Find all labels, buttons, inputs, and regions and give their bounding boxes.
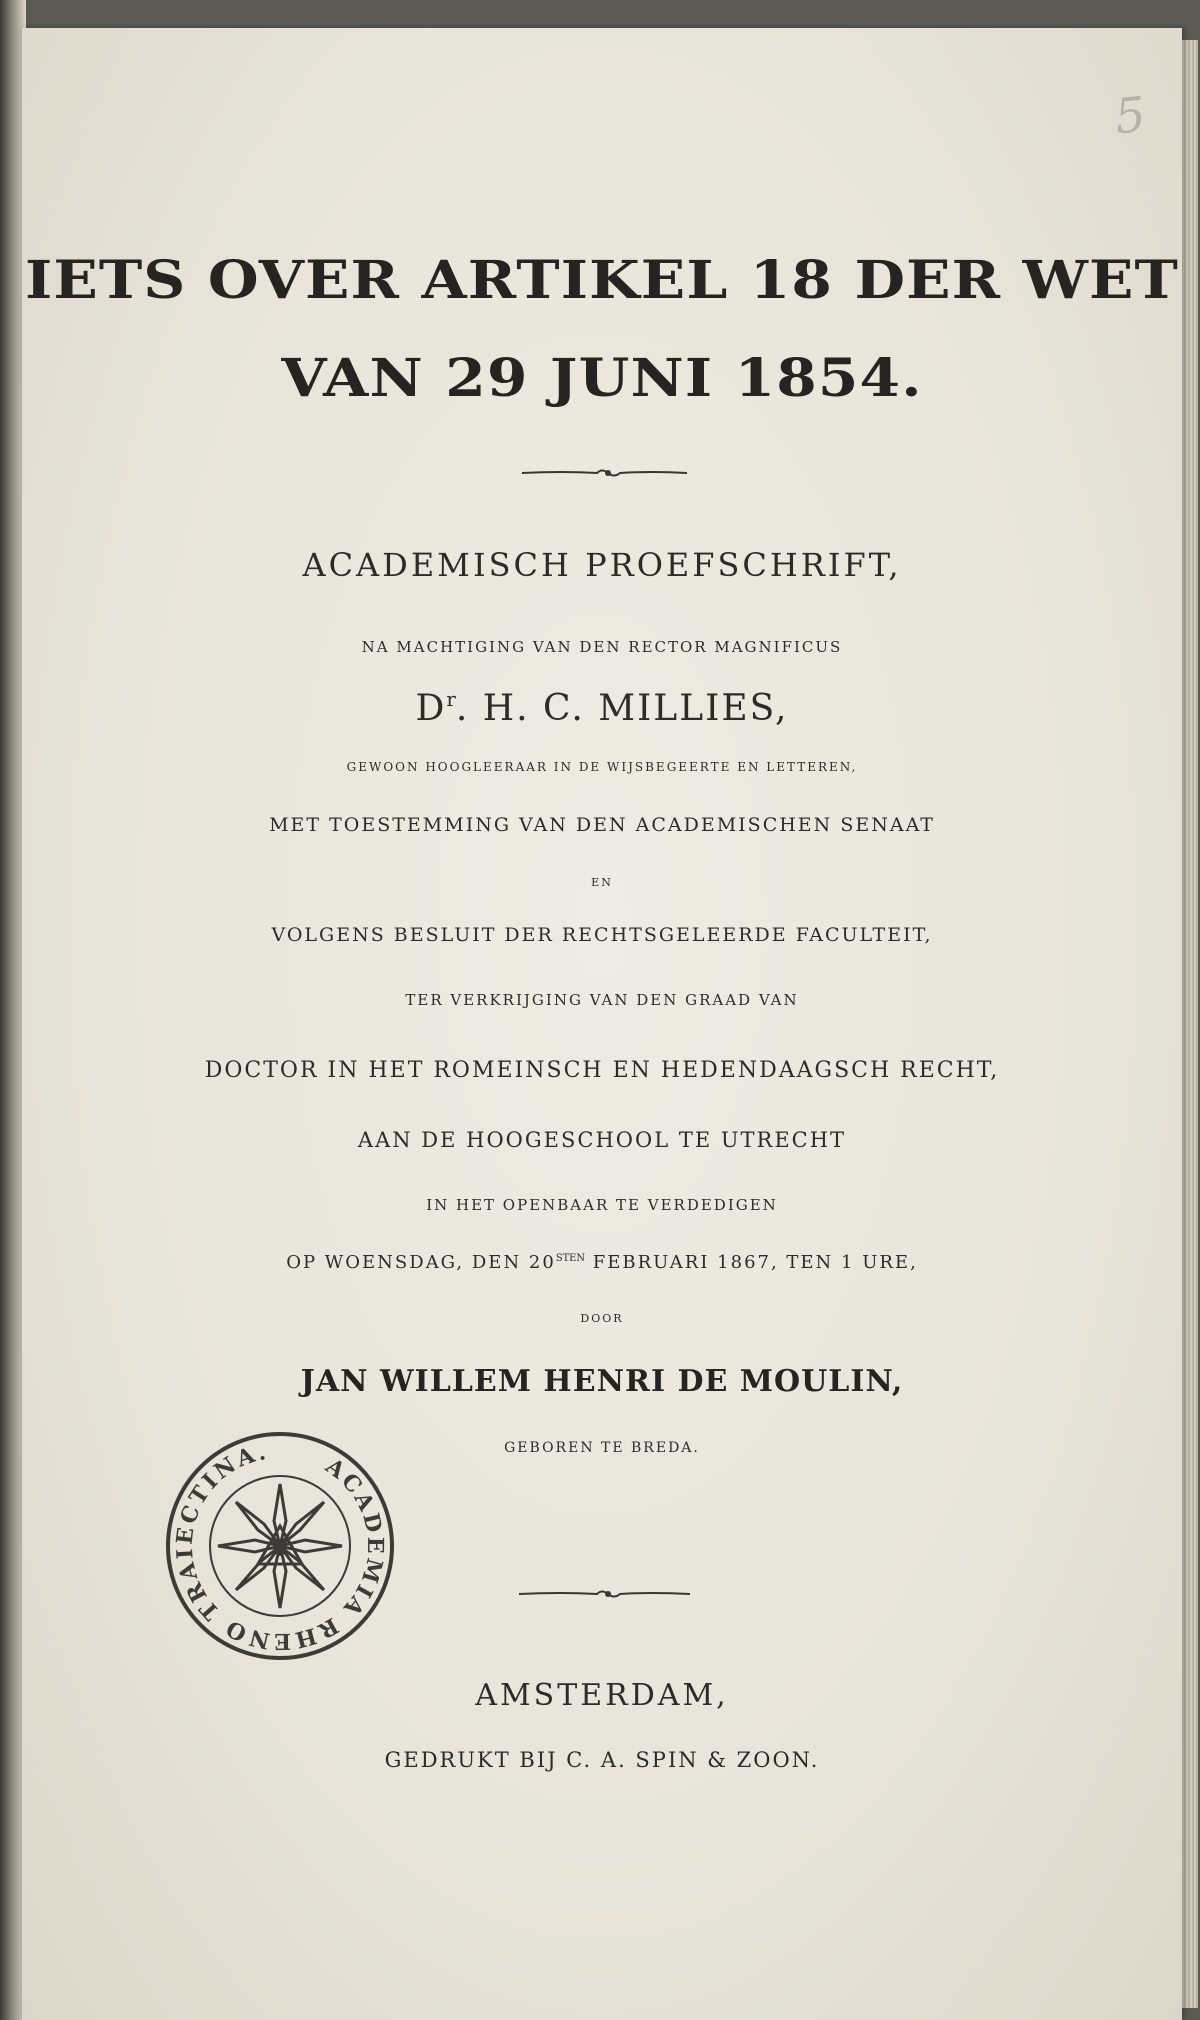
ornament-divider-top [22, 465, 1182, 481]
birthplace: GEBOREN TE BREDA. [504, 1440, 700, 1456]
senate-consent: MET TOESTEMMING VAN DEN ACADEMISCHEN SENAAT [269, 814, 935, 836]
pencil-page-number: 5 [1112, 86, 1149, 146]
ornament-divider-bottom [22, 1586, 1182, 1602]
rector-name-text: . H. C. MILLIES, [455, 688, 789, 729]
author-name: JAN WILLEM HENRI DE MOULIN, [300, 1364, 904, 1399]
by-line: DOOR [580, 1312, 624, 1325]
faculty-decision: VOLGENS BESLUIT DER RECHTSGELEERDE FACULTEIT, [271, 924, 933, 946]
thesis-type: ACADEMISCH PROEFSCHRIFT, [302, 546, 902, 584]
date-prefix: OP WOENSDAG, DEN 20 [286, 1252, 556, 1273]
seal-legend: ACADEMIA RHENO TRAIECTINA. [171, 1438, 389, 1655]
defense-line: IN HET OPENBAAR TE VERDEDIGEN [426, 1196, 778, 1214]
title-line-2: VAN 29 JUNI 1854. [281, 348, 923, 409]
degree-name: DOCTOR IN HET ROMEINSCH EN HEDENDAAGSCH RECHT, [204, 1058, 1000, 1083]
degree-purpose: TER VERKRIJGING VAN DEN GRAAD VAN [405, 991, 799, 1009]
rector-name [22, 688, 1182, 729]
rector-title: D [415, 688, 447, 729]
university-line: AAN DE HOOGESCHOOL TE UTRECHT [357, 1128, 847, 1152]
defense-date [22, 1252, 1182, 1273]
title-line-1: IETS OVER ARTIKEL 18 DER WET [24, 250, 1180, 311]
university-seal-stamp [160, 1426, 400, 1666]
rector-title-sup: r [446, 688, 456, 712]
rector-role: GEWOON HOOGLEERAAR IN DE WIJSBEGEERTE EN LETTEREN, [346, 760, 858, 774]
date-sup: STEN [555, 1253, 586, 1265]
publisher-city: AMSTERDAM, [475, 1678, 729, 1713]
conjunction-en: EN [591, 876, 613, 889]
authorization-line: NA MACHTIGING VAN DEN RECTOR MAGNIFICUS [361, 638, 843, 656]
date-suffix: FEBRUARI 1867, TEN 1 URE, [585, 1252, 918, 1273]
title-page [22, 28, 1182, 2020]
printer-line: GEDRUKT BIJ C. A. SPIN & ZOON. [384, 1748, 820, 1772]
